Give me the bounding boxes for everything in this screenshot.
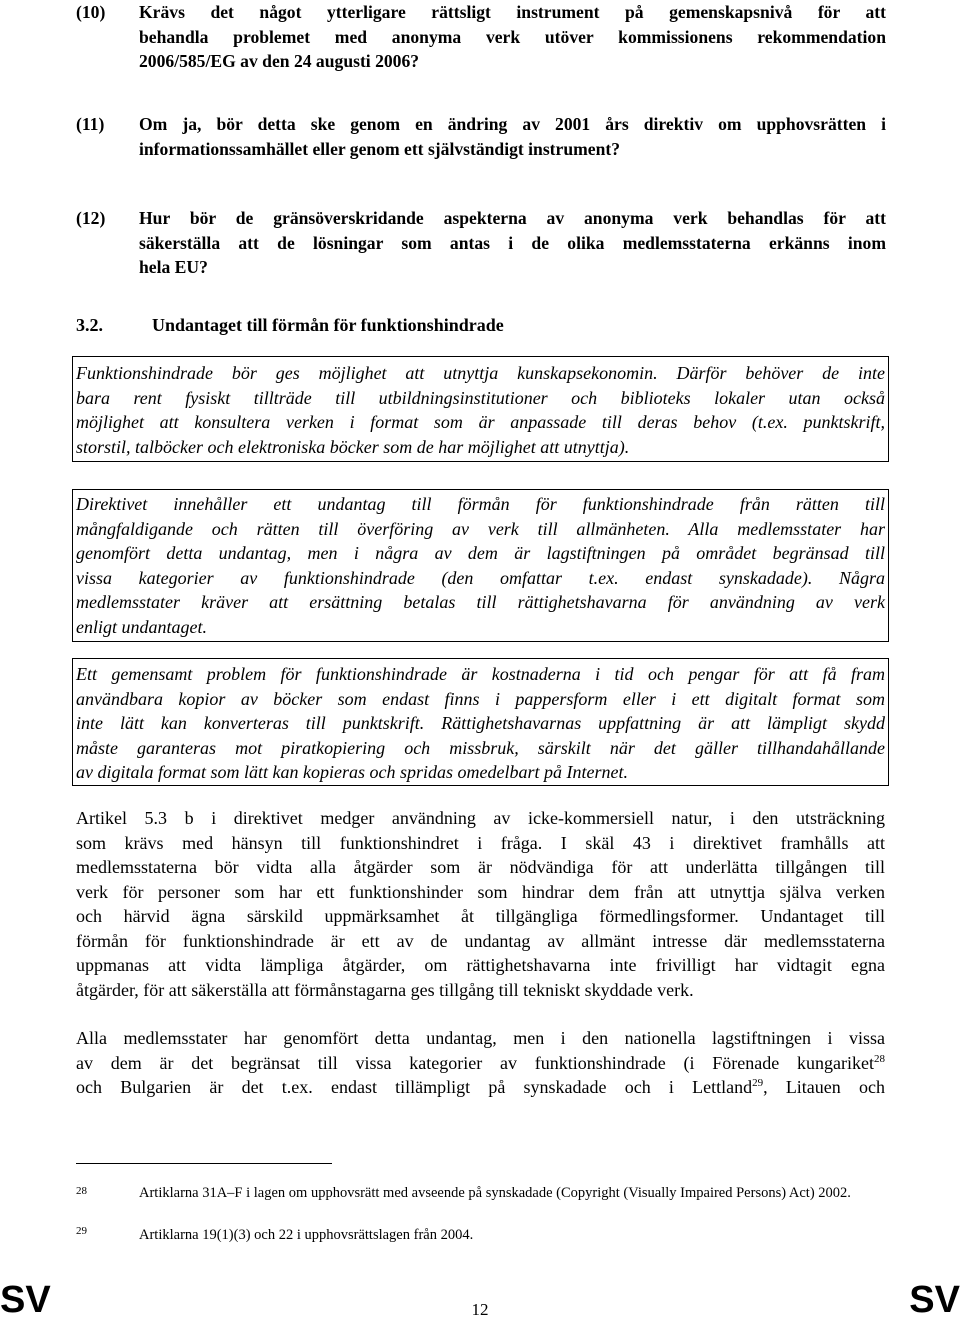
text-line — [76, 1075, 885, 1100]
footnote-29 — [76, 1225, 886, 1247]
text-segment: av dem är det begränsat till vissa kategorier av funktionshindrade (i Förenade kungariket — [76, 1052, 874, 1073]
body-paragraph-2 — [76, 1026, 885, 1100]
question-number: (12) — [76, 208, 106, 228]
text-line: medlemsstaterna bör vidta alla åtgärder som är nödvändiga för att underlätta tillgången till — [76, 857, 885, 877]
question-line: behandla problemet med anonyma verk utöver kommissionens rekommendation — [139, 26, 886, 47]
box2-text — [76, 492, 885, 639]
question-line: 2006/585/EG av den 24 augusti 2006? — [139, 51, 420, 71]
text-line: möjlighet att konsultera verken i format som är anpassade till deras behov (t.ex. punktskrift, — [76, 412, 885, 432]
text-line: och härvid ägna särskild uppmärksamhet åt tillgängliga förmedlingsformer. Undantaget till — [76, 906, 885, 926]
footnote-text: Artiklarna 31A–F i lagen om upphovsrätt med avseende på synskadade (Copyright (Visually Impaired Persons) Act) 2002. — [139, 1185, 851, 1201]
footnote-number: 29 — [76, 1225, 87, 1237]
body-paragraph-1 — [76, 806, 885, 1002]
question-line: informationssamhället eller genom ett självständigt instrument? — [139, 138, 621, 159]
text-line: enligt undantaget. — [76, 616, 207, 637]
footnote-number: 28 — [76, 1185, 87, 1197]
text-line: bara rent fysiskt tillträde till utbildningsinstitutioner och biblioteks lokaler utan också — [76, 387, 885, 408]
footnote-28 — [76, 1183, 886, 1227]
question-line: Hur bör de gränsöverskridande aspekterna av anonyma verk behandlas för att — [139, 208, 886, 228]
text-line: Alla medlemsstater har genomfört detta undantag, men i den nationella lagstiftningen i vissa — [76, 1028, 885, 1048]
question-number: (11) — [76, 114, 105, 134]
text-line — [76, 1051, 885, 1076]
question-line: säkerställa att de lösningar som antas i de olika medlemsstaterna erkänns inom — [139, 232, 886, 253]
question-12 — [76, 206, 886, 304]
question-10 — [76, 0, 886, 98]
question-11 — [76, 112, 886, 186]
text-line: storstil, talböcker och elektroniska böcker som de har möjlighet att utnyttja). — [76, 436, 630, 457]
text-line: som krävs med hänsyn till funktionshindret i fråga. I skäl 43 i direktivet framhålls att — [76, 832, 885, 853]
text-line: verk för personer som har ett funktionshinder som hindrar dem från att utnyttja själva verken — [76, 881, 885, 902]
text-line: Funktionshindrade bör ges möjlighet att utnyttja kunskapsekonomin. Därför behöver de inte — [76, 363, 885, 383]
footer-language-right: SV — [909, 1279, 960, 1321]
footnote-ref-28[interactable]: 28 — [874, 1052, 885, 1065]
text-line: åtgärder, för att säkerställa att förmånstagarna ges tillgång till tekniskt skyddade verk. — [76, 979, 694, 1000]
text-line: uppmanas att vidta lämpliga åtgärder, om rättighetshavarna inte frivilligt har vidtagit egna — [76, 955, 885, 975]
text-line: medlemsstater kräver att ersättning betalas till rättighetshavarna för användning av verk — [76, 592, 885, 612]
text-line: vissa kategorier av funktionshindrade (den omfattar t.ex. endast synskadade). Några — [76, 567, 885, 588]
text-line: användbara kopior av böcker som endast finns i pappersform eller i ett digitalt format som — [76, 688, 885, 709]
text-segment: och Bulgarien är det t.ex. endast tillämpligt på synskadade och i Lettland — [76, 1077, 753, 1097]
text-line: av digitala format som lätt kan kopieras och spridas omedelbart på Internet. — [76, 762, 628, 782]
footnote-text: Artiklarna 19(1)(3) och 22 i upphovsrättslagen från 2004. — [139, 1227, 474, 1243]
question-line: hela EU? — [139, 257, 208, 277]
text-segment: , Litauen och — [763, 1077, 885, 1097]
box1-text — [76, 361, 885, 459]
text-line: inte lätt kan konverteras till punktskrift. Rättighetshavarnas uppfattning är att lämpligt skydd — [76, 713, 885, 733]
question-number: (10) — [76, 2, 106, 22]
section-heading — [76, 312, 504, 338]
text-line: genomfört detta undantag, men i några av dem är lagstiftningen på området begränsad till — [76, 543, 885, 563]
page-number: 12 — [471, 1300, 489, 1319]
question-line: Krävs det något ytterligare rättsligt instrument på gemenskapsnivå för att — [139, 2, 886, 22]
text-line: förmån för funktionshindrade är ett av de undantag av allmänt intresse där medlemsstaterna — [76, 930, 885, 951]
section-title: Undantaget till förmån för funktionshindrade — [152, 315, 504, 335]
text-line: Artikel 5.3 b i direktivet medger användning av icke-kommersiell natur, i den utsträckning — [76, 808, 885, 828]
question-line: Om ja, bör detta ske genom en ändring av 2001 års direktiv om upphovsrätten i — [139, 114, 886, 134]
text-line: Direktivet innehåller ett undantag till förmån för funktionshindrade från rätten till — [76, 494, 885, 514]
text-line: måste garanteras mot piratkopiering och missbruk, särskilt när det gäller tillhandahållande — [76, 737, 885, 758]
footer-language-left: SV — [0, 1279, 51, 1321]
footnote-separator — [76, 1163, 332, 1164]
box3-text — [76, 662, 885, 785]
text-line: Ett gemensamt problem för funktionshindrade är kostnaderna i tid och pengar för att få fram — [76, 664, 885, 684]
text-line: mångfaldigande och rätten till överföring av verk till allmänheten. Alla medlemsstater har — [76, 518, 885, 539]
footnote-ref-29[interactable]: 29 — [752, 1077, 764, 1089]
section-number: 3.2. — [76, 315, 103, 335]
